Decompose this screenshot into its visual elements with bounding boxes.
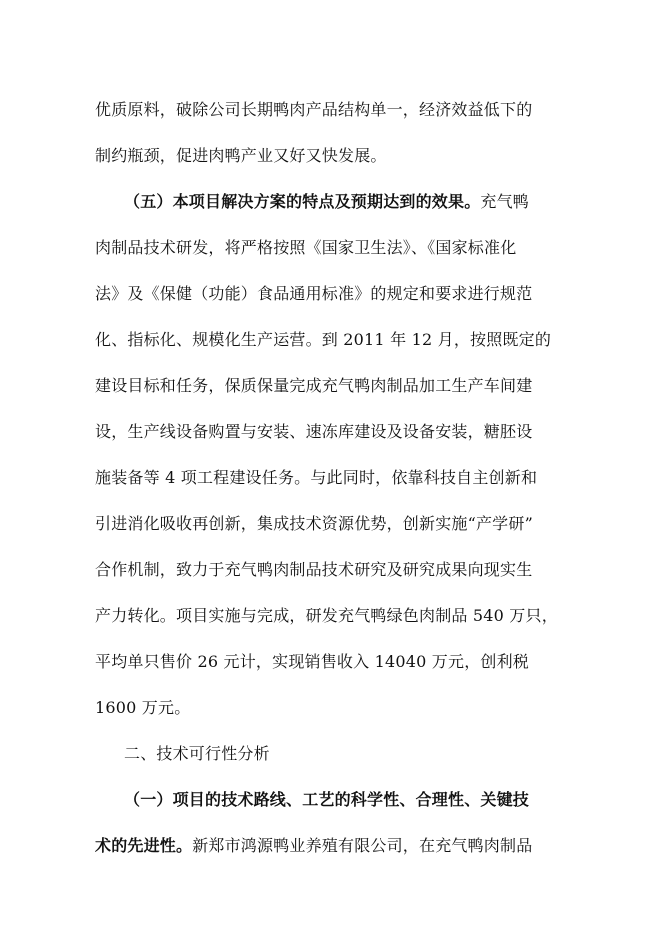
paragraph-line-1: 优质原料，破除公司长期鸭肉产品结构单一，经济效益低下的 xyxy=(95,100,533,119)
subsection-one-heading: （一）项目的技术路线、工艺的科学性、合理性、关键技 xyxy=(124,790,530,809)
paragraph-line-7: 建设目标和任务，保质保量完成充气鸭肉制品加工生产车间建 xyxy=(95,376,533,395)
paragraph-line-8: 设，生产线设备购置与安装、速冻库建设及设备安装，糖胚设 xyxy=(95,422,533,441)
section-five-heading: （五）本项目解决方案的特点及预期达到的效果。 xyxy=(124,192,481,211)
paragraph-line-4: 肉制品技术研发，将严格按照《国家卫生法》、《国家标准化 xyxy=(95,238,517,257)
paragraph-line-11: 合作机制，致力于充气鸭肉制品技术研究及研究成果向现实生 xyxy=(95,560,533,579)
subsection-one-line-2 xyxy=(95,831,532,861)
paragraph-line-9: 施装备等 4 项工程建设任务。与此同时，依靠科技自主创新和 xyxy=(95,468,538,487)
subsection-one-text: 新郑市鸿源鸭业养殖有限公司，在充气鸭肉制品 xyxy=(192,836,533,855)
section-two-heading: 二、技术可行性分析 xyxy=(124,744,270,763)
subsection-one-heading-line xyxy=(124,785,529,815)
subsection-one-heading-end: 术的先进性。 xyxy=(95,836,193,855)
section-five-heading-line xyxy=(124,187,529,217)
paragraph-line-13: 平均单只售价 26 元计，实现销售收入 14040 万元，创利税 xyxy=(95,652,530,671)
paragraph-line-14: 1600 万元。 xyxy=(95,698,191,717)
paragraph-line-10: 引进消化吸收再创新，集成技术资源优势，创新实施“产学研” xyxy=(95,514,533,533)
section-five-text-start: 充气鸭 xyxy=(480,192,530,211)
paragraph-line-12: 产力转化。项目实施与完成，研发充气鸭绿色肉制品 540 万只， xyxy=(95,606,558,625)
paragraph-line-5: 法》及《保健（功能）食品通用标准》的规定和要求进行规范 xyxy=(95,284,533,303)
paragraph-line-2: 制约瓶颈，促进肉鸭产业又好又快发展。 xyxy=(95,146,387,165)
paragraph-line-6: 化、指标化、规模化生产运营。到 2011 年 12 月，按照既定的 xyxy=(95,330,552,349)
